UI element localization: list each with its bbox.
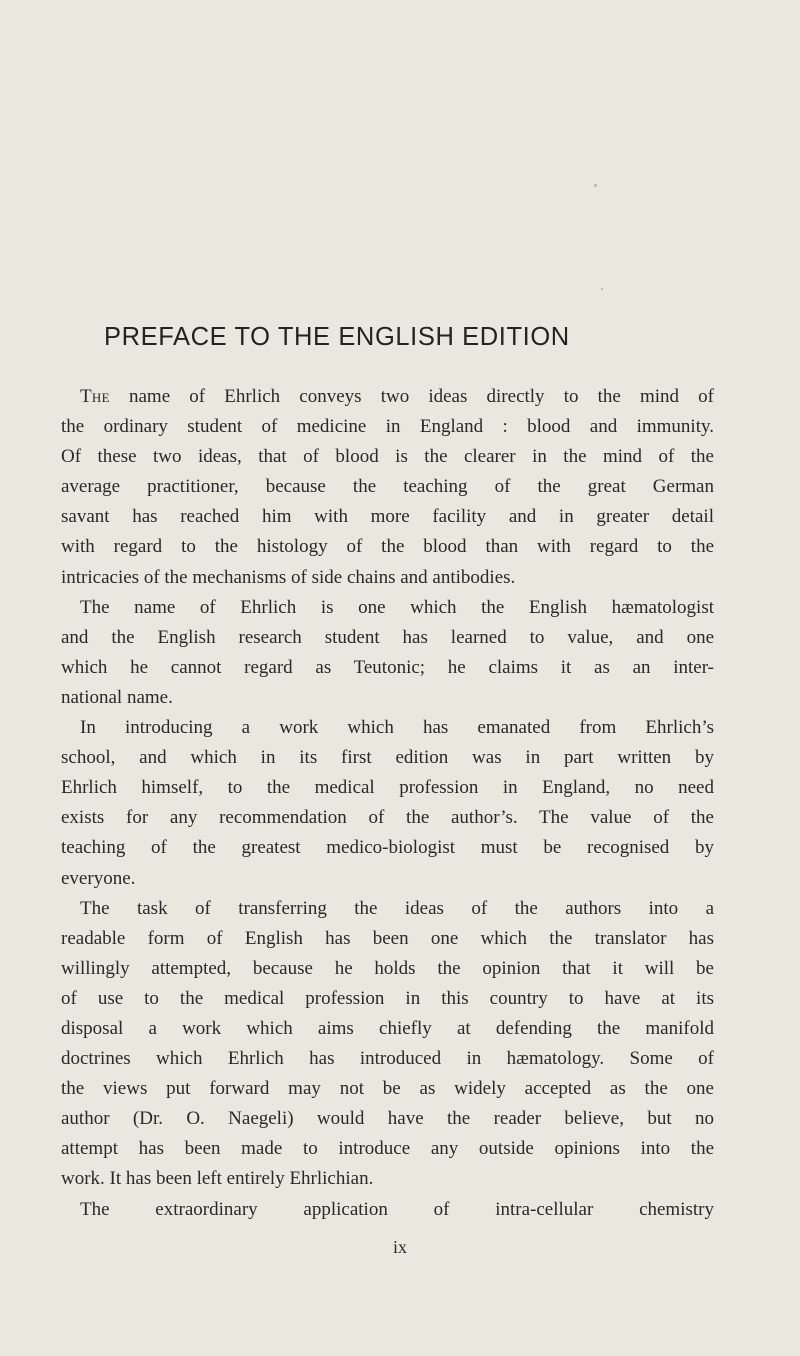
text-line: willingly attempted, because he holds the opinion that it will be: [61, 957, 714, 979]
text-line: intricacies of the mechanisms of side chains and antibodies.: [61, 566, 516, 588]
text-line: teaching of the greatest medico-biologist must be recognised by: [61, 837, 714, 859]
text-line: which he cannot regard as Teutonic; he claims it as an inter-: [61, 656, 714, 678]
text-line: The task of transferring the ideas of the authors into a: [80, 897, 714, 919]
paragraph: [61, 1195, 714, 1225]
text-line: Ehrlich himself, to the medical profession in England, no need: [61, 777, 714, 799]
text-line: national name.: [61, 686, 173, 708]
text-line: school, and which in its first edition was in part written by: [61, 747, 714, 769]
preface-body: [61, 382, 714, 1225]
text-line: In introducing a work which has emanated from Ehrlich’s: [80, 717, 714, 739]
paragraph: [61, 593, 714, 713]
text-line: The extraordinary application of intra-cellular chemistry: [80, 1198, 714, 1220]
text-line: exists for any recommendation of the author’s. The value of the: [61, 807, 714, 829]
text-line: doctrines which Ehrlich has introduced in hæmatology. Some of: [61, 1048, 714, 1070]
text-line: [61, 382, 714, 412]
text-line: and the English research student has learned to value, and one: [61, 626, 714, 648]
text-line-rest: name of Ehrlich conveys two ideas directly to the mind of: [109, 386, 714, 407]
page-number: ix: [392, 1237, 407, 1257]
paragraph: [61, 713, 714, 894]
page-title: PREFACE TO THE ENGLISH EDITION: [104, 323, 570, 351]
text-line: The name of Ehrlich is one which the English hæmatologist: [80, 596, 714, 618]
text-line: readable form of English has been one which the translator has: [61, 927, 714, 949]
text-line: of use to the medical profession in this country to have at its: [61, 987, 714, 1009]
text-line: savant has reached him with more facility and in greater detail: [61, 506, 714, 528]
paragraph: [61, 894, 714, 1195]
paper-speck: [601, 288, 603, 290]
text-line: attempt has been made to introduce any outside opinions into the: [61, 1138, 714, 1160]
paper-speck: [594, 184, 597, 187]
text-line: work. It has been left entirely Ehrlichian.: [61, 1168, 374, 1190]
text-line: Of these two ideas, that of blood is the clearer in the mind of the: [61, 446, 714, 468]
text-line: with regard to the histology of the blood than with regard to the: [61, 536, 714, 558]
text-line: average practitioner, because the teaching of the great German: [61, 476, 714, 498]
text-line: the views put forward may not be as widely accepted as the one: [61, 1078, 714, 1100]
text-line: author (Dr. O. Naegeli) would have the reader believe, but no: [61, 1108, 714, 1130]
text-line: the ordinary student of medicine in England : blood and immunity.: [61, 416, 714, 438]
opening-word: The: [80, 386, 110, 407]
text-line: everyone.: [61, 867, 136, 889]
paragraph: [61, 382, 714, 593]
text-line: disposal a work which aims chiefly at defending the manifold: [61, 1017, 714, 1039]
